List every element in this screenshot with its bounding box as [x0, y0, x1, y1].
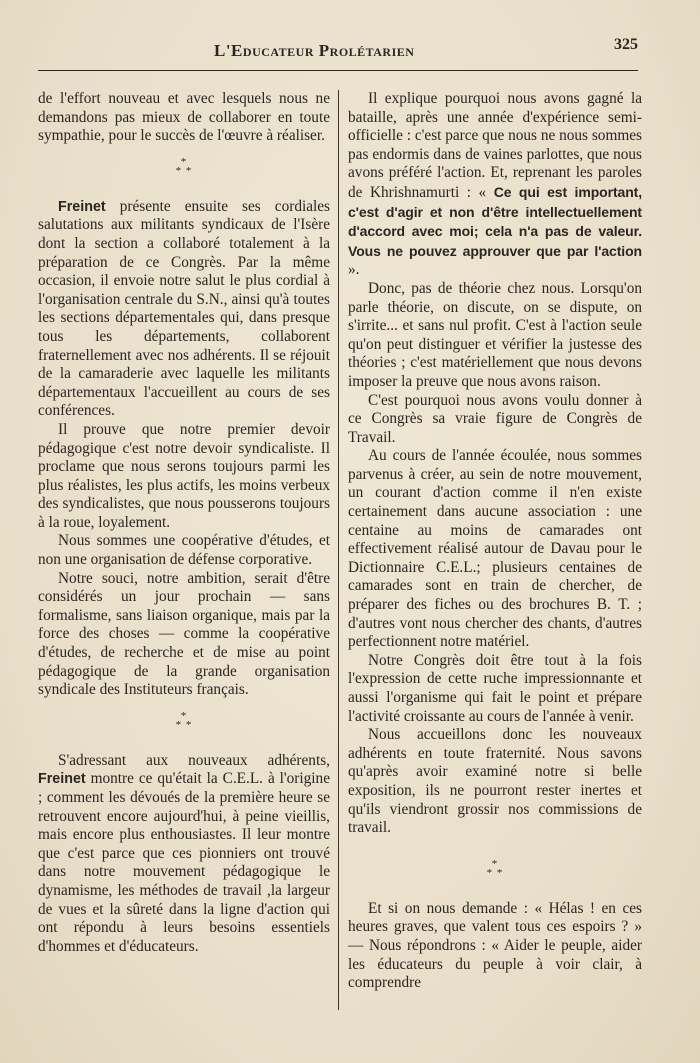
- column-divider: [338, 90, 339, 1010]
- speaker-name: Freinet: [58, 198, 106, 215]
- paragraph: [348, 90, 642, 280]
- paragraph: de l'effort nouveau et avec lesquels nous ne demandons pas mieux de collaborer en toute sympathie, pour le succès de l'œuvre à réaliser.: [38, 90, 330, 145]
- paragraph: C'est pourquoi nous avons voulu donner à ce Congrès sa vraie figure de Congrès de Travail.: [348, 391, 642, 446]
- asterism-divider: * * *: [175, 155, 193, 177]
- left-column: [38, 90, 330, 956]
- speaker-name: Freinet: [38, 771, 86, 788]
- bold-quote: Ce qui est important, c'est d'agir et non d'être intellectuellement d'accord avec moi; cela n'a pas de valeur. Vous ne pouvez approuver que par l'action: [348, 183, 642, 259]
- running-head: L'Educateur Prolétarien: [214, 41, 415, 60]
- asterism-divider: * * *: [486, 857, 504, 879]
- right-column: [348, 90, 642, 993]
- paragraph-text: ».: [348, 261, 360, 279]
- paragraph-text: Il explique pourquoi nous avons gagné la bataille, après une année d'expérience semi-officielle : c'est parce que nous ne nous sommes pas endormis dans de vaines parlottes, que nous avons préféré l'action. Et, reprenant les paroles de Khrishnamurti : «: [348, 90, 642, 201]
- paragraph-text: montre ce qu'était la C.E.L. à l'origine ; comment les dévoués de la première heure se retrouvent encore aujourd'hui, à peine vieillis, mais encore plus enthousiastes. Il leur montre que c'est parce que ces pionniers ont trouvé dans notre mouvement pédagogique le dynamisme, les méthodes de travail ,la largeur de vues et la sûreté dans la ligne d'action qui ont répondu à leurs besoins essentiels d'hommes et d'éducateurs.: [38, 770, 330, 955]
- asterism-divider: * * *: [175, 709, 193, 731]
- page-number: 325: [614, 36, 638, 53]
- paragraph: Donc, pas de théorie chez nous. Lorsqu'on parle théorie, on discute, on se dispute, on s'irrite... et sans nul profit. C'est à l'action seule qu'on peut distinguer et vérifier la justesse des théories ; c'est matériellement que nous devons imposer la preuve que nous avons raison.: [348, 279, 642, 390]
- paragraph: [38, 198, 330, 421]
- paragraph: Notre souci, notre ambition, serait d'être considérés un jour prochain — sans formalisme, sans liaison organique, mais par la force des choses — comme la coopérative d'études, de recherche et de mise au point pédagogique de la grande organisation syndicale des Instituteurs français.: [38, 569, 330, 699]
- paragraph-text: présente ensuite ses cordiales salutations aux militants syndicaux de l'Isère dont la section a collaboré totalement à la préparation de ce Congrès. Par la même occasion, il envoie notre salut le plus cordial à l'organisation centrale du S.N., ainsi qu'à toutes les sections départementales qui, dans presque tous les départements, collaborent fraternellement avec nos adhérents. Il se réjouit de la camaraderie avec laquelle les militants départementaux l'accueillent au cours de ses conférences.: [38, 197, 330, 420]
- paragraph: Et si on nous demande : « Hélas ! en ces heures graves, que valent tous ces espoirs ? » — Nous répondrons : « Aider le peuple, aider les éducateurs du peuple à voir clair, à comprendre: [348, 899, 642, 992]
- paragraph-text: S'adressant aux nouveaux adhérents,: [58, 751, 330, 769]
- paragraph: Il prouve que notre premier devoir pédagogique c'est notre devoir syndicaliste. Il proclame que nous serons toujours parmi les plus réalistes, les plus actifs, les moins verbeux des syndicalistes, que nous pousserons toujours à la roue, loyalement.: [38, 420, 330, 531]
- paragraph: Nous sommes une coopérative d'études, et non une organisation de défense corporative.: [38, 532, 330, 569]
- paragraph: Au cours de l'année écoulée, nous sommes parvenus à créer, au sein de notre mouvement, un courant d'action comme il n'en existe certainement dans aucune association : une centaine au moins de camarades ont effectivement réalisé autour de Davau pour le Dictionnaire C.E.L.; plusieurs centaines de camarades sont en train de chercher, de préparer des fiches ou des brochures B. T. ; d'autres vont nous chercher des chants, d'autres perfectionnent notre matériel.: [348, 447, 642, 651]
- page-header: [38, 34, 638, 71]
- paragraph: Notre Congrès doit être tout à la fois l'expression de cette ruche impressionnante et aussi l'organisme qui fait le point et prépare l'activité croissante au cours de l'année à venir.: [348, 651, 642, 725]
- paragraph: Nous accueillons donc les nouveaux adhérents en toute fraternité. Nous savons qu'après avoir examiné notre si belle exposition, ils ne pourront rester inertes et qu'ils viendront grossir nos commissions de travail.: [348, 726, 642, 837]
- paragraph: [38, 752, 330, 957]
